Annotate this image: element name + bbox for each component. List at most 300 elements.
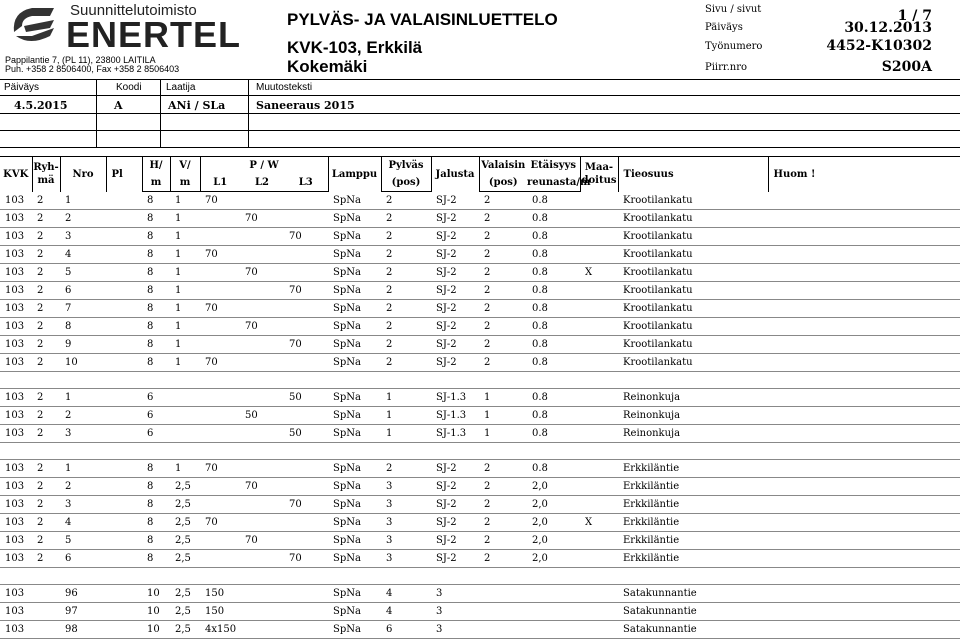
cell-group: 2 [32,282,60,300]
cell-v [170,407,200,425]
cell-l2 [240,514,284,532]
cell-luminaire: 1 [479,407,527,425]
cell-height: 8 [142,282,170,300]
cell-l2 [240,336,284,354]
cell-l2 [240,389,284,407]
cell-kvk: 103 [0,228,32,246]
cell-l2: 70 [240,532,284,550]
cell-base: SJ-2 [431,318,479,336]
cell-l3: 70 [284,550,328,568]
cell-v: 1 [170,246,200,264]
cell-notes [768,407,960,425]
cell-number: 3 [60,496,106,514]
cell-luminaire: 2 [479,496,527,514]
cell-l3: 70 [284,496,328,514]
cell-lamp: SpNa [328,318,381,336]
revision-author-label: Laatija [166,82,196,93]
cell-notes [768,300,960,318]
cell-luminaire [479,603,527,621]
cell-lamp: SpNa [328,603,381,621]
table-row [0,282,960,300]
col-v-unit: m [170,174,200,192]
table-row [0,389,960,407]
cell-v [170,425,200,443]
cell-distance: 0.8 [527,336,580,354]
cell-base: SJ-2 [431,192,479,210]
cell-pl [106,478,142,496]
drawing-number-label: Piirr.nro [705,62,748,73]
cell-height: 8 [142,336,170,354]
cell-l2 [240,621,284,639]
cell-luminaire: 2 [479,514,527,532]
cell-pl [106,282,142,300]
cell-notes [768,496,960,514]
cell-luminaire: 2 [479,246,527,264]
cell-pole: 4 [381,585,431,603]
cell-pl [106,300,142,318]
cell-height: 10 [142,603,170,621]
cell-base: SJ-2 [431,478,479,496]
cell-luminaire: 2 [479,532,527,550]
cell-kvk: 103 [0,478,32,496]
cell-v: 2,5 [170,532,200,550]
cell-pole: 2 [381,264,431,282]
cell-group: 2 [32,246,60,264]
cell-l2 [240,246,284,264]
cell-pl [106,228,142,246]
cell-group: 2 [32,496,60,514]
cell-pole: 2 [381,192,431,210]
cell-pole: 1 [381,425,431,443]
revision-code-label: Koodi [116,82,142,93]
cell-pl [106,264,142,282]
cell-l2 [240,192,284,210]
cell-road-section: Krootilankatu [618,192,768,210]
cell-road-section: Reinonkuja [618,407,768,425]
cell-kvk: 103 [0,318,32,336]
cell-grounding [580,407,618,425]
cell-pole: 3 [381,514,431,532]
document-subtitle: KVK-103, Erkkilä [287,38,423,57]
col-pl: Pl [106,157,142,192]
cell-kvk: 103 [0,210,32,228]
cell-distance [527,621,580,639]
cell-base: SJ-2 [431,282,479,300]
cell-road-section: Erkkiläntie [618,514,768,532]
cell-group: 2 [32,318,60,336]
cell-group: 2 [32,264,60,282]
cell-notes [768,514,960,532]
cell-grounding [580,496,618,514]
cell-lamp: SpNa [328,246,381,264]
page-value: 1 / 7 [897,8,932,24]
cell-l2 [240,282,284,300]
work-number-label: Työnumero [705,41,763,52]
cell-road-section: Erkkiläntie [618,460,768,478]
cell-number: 2 [60,478,106,496]
table-row [0,532,960,550]
cell-luminaire: 2 [479,210,527,228]
cell-luminaire: 2 [479,264,527,282]
cell-pole: 4 [381,603,431,621]
col-pole-pos: (pos) [381,174,431,192]
cell-lamp: SpNa [328,228,381,246]
cell-pl [106,407,142,425]
cell-l3 [284,318,328,336]
cell-number: 1 [60,192,106,210]
cell-distance: 2,0 [527,496,580,514]
cell-v: 1 [170,264,200,282]
cell-group: 2 [32,425,60,443]
cell-v: 1 [170,210,200,228]
cell-l2 [240,603,284,621]
cell-notes [768,336,960,354]
cell-v: 1 [170,318,200,336]
col-height-unit: m [142,174,170,192]
table-row [0,550,960,568]
cell-group: 2 [32,460,60,478]
cell-kvk: 103 [0,514,32,532]
cell-distance: 0.8 [527,192,580,210]
cell-road-section: Krootilankatu [618,318,768,336]
cell-distance: 0.8 [527,282,580,300]
cell-l2: 70 [240,210,284,228]
col-base: Jalusta [431,157,479,192]
cell-l3 [284,407,328,425]
cell-group: 2 [32,336,60,354]
cell-v: 1 [170,354,200,372]
table-row [0,425,960,443]
cell-grounding [580,585,618,603]
table-row [0,478,960,496]
date-label: Päiväys [705,22,743,33]
cell-l1 [200,478,240,496]
cell-height: 8 [142,192,170,210]
cell-lamp: SpNa [328,585,381,603]
cell-base: SJ-2 [431,354,479,372]
cell-grounding [580,460,618,478]
col-l3: L3 [284,174,328,192]
cell-base: SJ-2 [431,228,479,246]
cell-v: 2,5 [170,621,200,639]
revision-date: 4.5.2015 [14,99,68,112]
cell-grounding [580,228,618,246]
cell-base: SJ-2 [431,336,479,354]
cell-l1: 70 [200,300,240,318]
cell-v: 1 [170,336,200,354]
company-phone: Puh. +358 2 8506400, Fax +358 2 8506403 [5,64,180,74]
cell-kvk: 103 [0,460,32,478]
cell-kvk: 103 [0,621,32,639]
col-luminaire: Valaisin [479,157,527,175]
work-number-value: 4452-K10302 [826,38,932,54]
table-row [0,336,960,354]
cell-pl [106,585,142,603]
cell-kvk: 103 [0,425,32,443]
cell-group: 2 [32,228,60,246]
cell-l1 [200,336,240,354]
cell-number: 6 [60,550,106,568]
table-row [0,603,960,621]
cell-road-section: Krootilankatu [618,228,768,246]
revision-author: ANi / SLa [168,99,226,112]
cell-group [32,603,60,621]
cell-l3: 50 [284,425,328,443]
cell-pole: 2 [381,300,431,318]
cell-road-section: Satakunnantie [618,603,768,621]
cell-notes [768,264,960,282]
cell-group: 2 [32,514,60,532]
cell-number: 3 [60,228,106,246]
cell-v: 2,5 [170,496,200,514]
table-row [0,246,960,264]
cell-road-section: Reinonkuja [618,425,768,443]
cell-v: 1 [170,300,200,318]
cell-luminaire: 1 [479,389,527,407]
cell-kvk: 103 [0,550,32,568]
cell-notes [768,532,960,550]
cell-l1 [200,389,240,407]
cell-lamp: SpNa [328,425,381,443]
cell-notes [768,228,960,246]
cell-lamp: SpNa [328,192,381,210]
cell-kvk: 103 [0,300,32,318]
cell-group: 2 [32,210,60,228]
cell-l2: 50 [240,407,284,425]
cell-lamp: SpNa [328,550,381,568]
cell-notes [768,621,960,639]
cell-v: 1 [170,192,200,210]
cell-l2 [240,300,284,318]
cell-l3 [284,210,328,228]
cell-pl [106,621,142,639]
cell-l2 [240,460,284,478]
cell-notes [768,192,960,210]
cell-number: 4 [60,246,106,264]
cell-grounding [580,603,618,621]
cell-notes [768,425,960,443]
cell-grounding [580,246,618,264]
cell-notes [768,318,960,336]
cell-v: 1 [170,460,200,478]
cell-v: 2,5 [170,550,200,568]
cell-grounding: X [580,264,618,282]
cell-pole: 2 [381,210,431,228]
cell-l2 [240,354,284,372]
cell-l2: 70 [240,478,284,496]
group-separator [0,443,960,460]
cell-kvk: 103 [0,585,32,603]
cell-number: 1 [60,460,106,478]
cell-l1: 4x150 [200,621,240,639]
cell-pole: 3 [381,550,431,568]
cell-kvk: 103 [0,282,32,300]
cell-base: SJ-1.3 [431,389,479,407]
cell-notes [768,478,960,496]
cell-luminaire: 2 [479,550,527,568]
cell-l3 [284,603,328,621]
cell-l1: 70 [200,246,240,264]
cell-base: 3 [431,621,479,639]
cell-height: 8 [142,532,170,550]
cell-notes [768,585,960,603]
table-row [0,514,960,532]
cell-distance [527,585,580,603]
col-number: Nro [60,157,106,192]
cell-kvk: 103 [0,336,32,354]
cell-distance: 2,0 [527,532,580,550]
enertel-logo-icon [10,2,60,44]
revision-text-label: Muutosteksti [256,82,313,93]
cell-l1: 150 [200,585,240,603]
cell-height: 8 [142,264,170,282]
cell-distance: 0.8 [527,300,580,318]
col-distance-unit: reunasta/m [527,174,580,192]
cell-grounding [580,192,618,210]
cell-l2 [240,550,284,568]
cell-base: 3 [431,603,479,621]
cell-number: 7 [60,300,106,318]
page-label: Sivu / sivut [705,4,762,15]
cell-base: SJ-2 [431,460,479,478]
cell-pl [106,532,142,550]
cell-l1 [200,318,240,336]
cell-number: 6 [60,282,106,300]
cell-road-section: Erkkiläntie [618,496,768,514]
cell-distance: 0.8 [527,264,580,282]
cell-luminaire: 2 [479,228,527,246]
cell-base: 3 [431,585,479,603]
cell-group: 2 [32,407,60,425]
cell-grounding [580,300,618,318]
table-row [0,407,960,425]
cell-group: 2 [32,550,60,568]
cell-lamp: SpNa [328,407,381,425]
cell-l2 [240,228,284,246]
cell-base: SJ-1.3 [431,407,479,425]
revision-date-label: Päiväys [4,82,40,93]
table-row [0,300,960,318]
cell-pole: 3 [381,478,431,496]
cell-pole: 2 [381,318,431,336]
cell-kvk: 103 [0,354,32,372]
cell-l2 [240,585,284,603]
cell-road-section: Satakunnantie [618,621,768,639]
cell-pole: 2 [381,336,431,354]
cell-luminaire: 2 [479,460,527,478]
cell-grounding [580,336,618,354]
cell-distance: 0.8 [527,318,580,336]
document-header [0,0,960,112]
cell-lamp: SpNa [328,282,381,300]
cell-l3 [284,300,328,318]
revision-code: A [114,99,123,112]
cell-base: SJ-2 [431,210,479,228]
cell-number: 9 [60,336,106,354]
cell-l2 [240,425,284,443]
cell-v [170,389,200,407]
table-row [0,228,960,246]
cell-luminaire: 2 [479,300,527,318]
cell-height: 8 [142,246,170,264]
document-location: Kokemäki [287,57,368,76]
cell-group: 2 [32,192,60,210]
cell-l3: 70 [284,336,328,354]
cell-pole: 1 [381,407,431,425]
cell-base: SJ-2 [431,246,479,264]
cell-l1: 70 [200,460,240,478]
col-notes: Huom ! [768,157,960,192]
col-pole: Pylväs [381,157,431,175]
col-height: H/ [142,157,170,175]
cell-luminaire: 2 [479,282,527,300]
cell-group [32,585,60,603]
cell-road-section: Krootilankatu [618,300,768,318]
cell-kvk: 103 [0,246,32,264]
cell-height: 6 [142,407,170,425]
cell-pl [106,550,142,568]
cell-number: 10 [60,354,106,372]
cell-number: 1 [60,389,106,407]
cell-distance: 0.8 [527,389,580,407]
cell-l3 [284,532,328,550]
cell-group: 2 [32,389,60,407]
cell-v: 2,5 [170,514,200,532]
cell-kvk: 103 [0,496,32,514]
cell-pl [106,496,142,514]
cell-l3: 50 [284,389,328,407]
cell-height: 8 [142,354,170,372]
cell-base: SJ-1.3 [431,425,479,443]
cell-kvk: 103 [0,192,32,210]
cell-pl [106,318,142,336]
cell-kvk: 103 [0,532,32,550]
cell-kvk: 103 [0,407,32,425]
cell-notes [768,282,960,300]
cell-l1: 70 [200,192,240,210]
cell-l3 [284,621,328,639]
cell-height: 10 [142,621,170,639]
cell-height: 8 [142,318,170,336]
cell-notes [768,460,960,478]
cell-notes [768,210,960,228]
cell-pl [106,354,142,372]
table-row [0,264,960,282]
cell-lamp: SpNa [328,460,381,478]
cell-number: 4 [60,514,106,532]
cell-l3 [284,460,328,478]
cell-distance: 0.8 [527,460,580,478]
revision-text: Saneeraus 2015 [256,99,355,112]
cell-height: 6 [142,425,170,443]
cell-l3: 70 [284,228,328,246]
cell-pl [106,514,142,532]
col-group: Ryh-mä [32,157,60,192]
cell-road-section: Krootilankatu [618,264,768,282]
cell-distance: 0.8 [527,354,580,372]
cell-luminaire [479,585,527,603]
document-title: PYLVÄS- JA VALAISINLUETTELO [287,10,558,29]
cell-height: 8 [142,210,170,228]
cell-l3 [284,264,328,282]
cell-lamp: SpNa [328,336,381,354]
cell-grounding [580,550,618,568]
table-row [0,621,960,639]
cell-distance: 0.8 [527,210,580,228]
cell-road-section: Satakunnantie [618,585,768,603]
cell-pole: 2 [381,282,431,300]
cell-distance: 0.8 [527,407,580,425]
